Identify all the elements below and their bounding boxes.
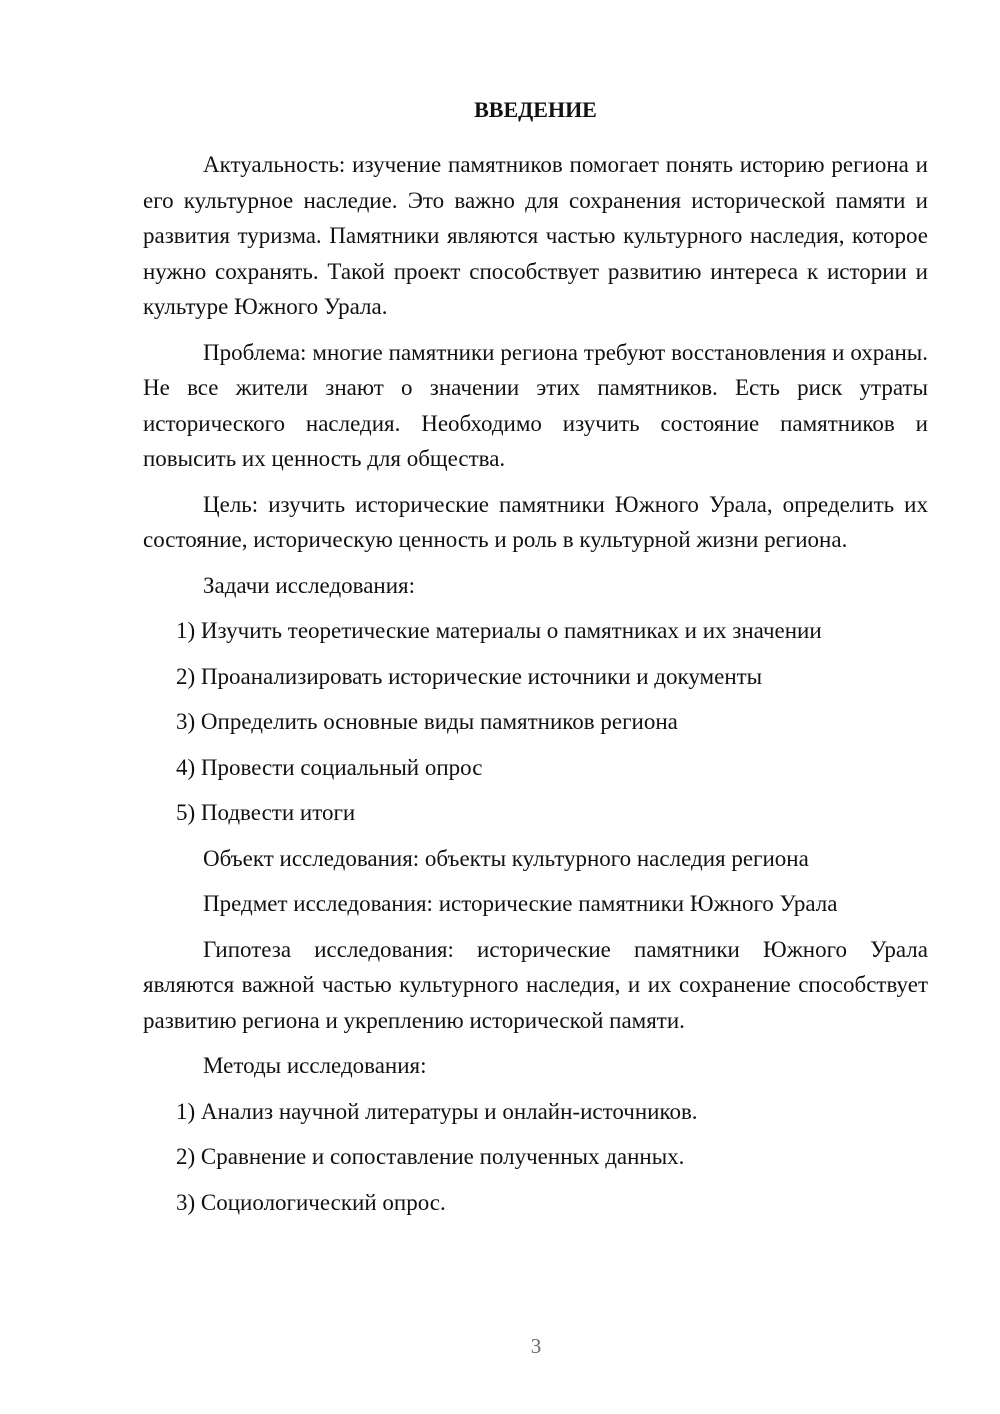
- task-item-5: 5) Подвести итоги: [176, 800, 356, 825]
- page-content: [143, 92, 928, 1230]
- method-item-1: 1) Анализ научной литературы и онлайн-источников.: [176, 1098, 698, 1124]
- paragraph-object: Объект исследования: объекты культурного наследия региона: [203, 845, 809, 871]
- method-item-2: 2) Сравнение и сопоставление полученных данных.: [176, 1144, 685, 1169]
- task-item-2: 2) Проанализировать исторические источники и документы: [176, 663, 763, 689]
- task-item-4: 4) Провести социальный опрос: [176, 754, 483, 780]
- paragraph-hypothesis: Гипотеза исследования: исторические памятники Южного Урала являются важной частью культурного наследия, и их сохранение способствует развитию региона и укреплению исторической памяти.: [143, 936, 928, 1033]
- methods-heading: Методы исследования:: [203, 1053, 427, 1078]
- tasks-heading: Задачи исследования:: [203, 572, 416, 598]
- task-item-3: 3) Определить основные виды памятников региона: [176, 709, 678, 734]
- paragraph-goal: Цель: изучить исторические памятники Южного Урала, определить их состояние, историческую ценность и роль в культурной жизни региона.: [143, 491, 928, 552]
- paragraph-subject: Предмет исследования: исторические памятники Южного Урала: [203, 891, 838, 916]
- task-item-1: 1) Изучить теоретические материалы о памятниках и их значении: [176, 618, 822, 643]
- page-number: 3: [530, 1334, 542, 1358]
- paragraph-relevance: Актуальность: изучение памятников помогает понять историю региона и его культурное наследие. Это важно для сохранения исторической памяти и развития туризма. Памятники являются частью культурного наследия, которое нужно сохранять. Такой проект способствует развитию интереса к истории и культуре Южного Урала.: [143, 152, 928, 319]
- page-title: ВВЕДЕНИЕ: [474, 97, 597, 122]
- paragraph-problem: Проблема: многие памятники региона требуют восстановления и охраны. Не все жители знают о значении этих памятников. Есть риск утраты исторического наследия. Необходимо изучить состояние памятников и повысить их ценность для общества.: [143, 339, 928, 471]
- method-item-3: 3) Социологический опрос.: [176, 1189, 446, 1215]
